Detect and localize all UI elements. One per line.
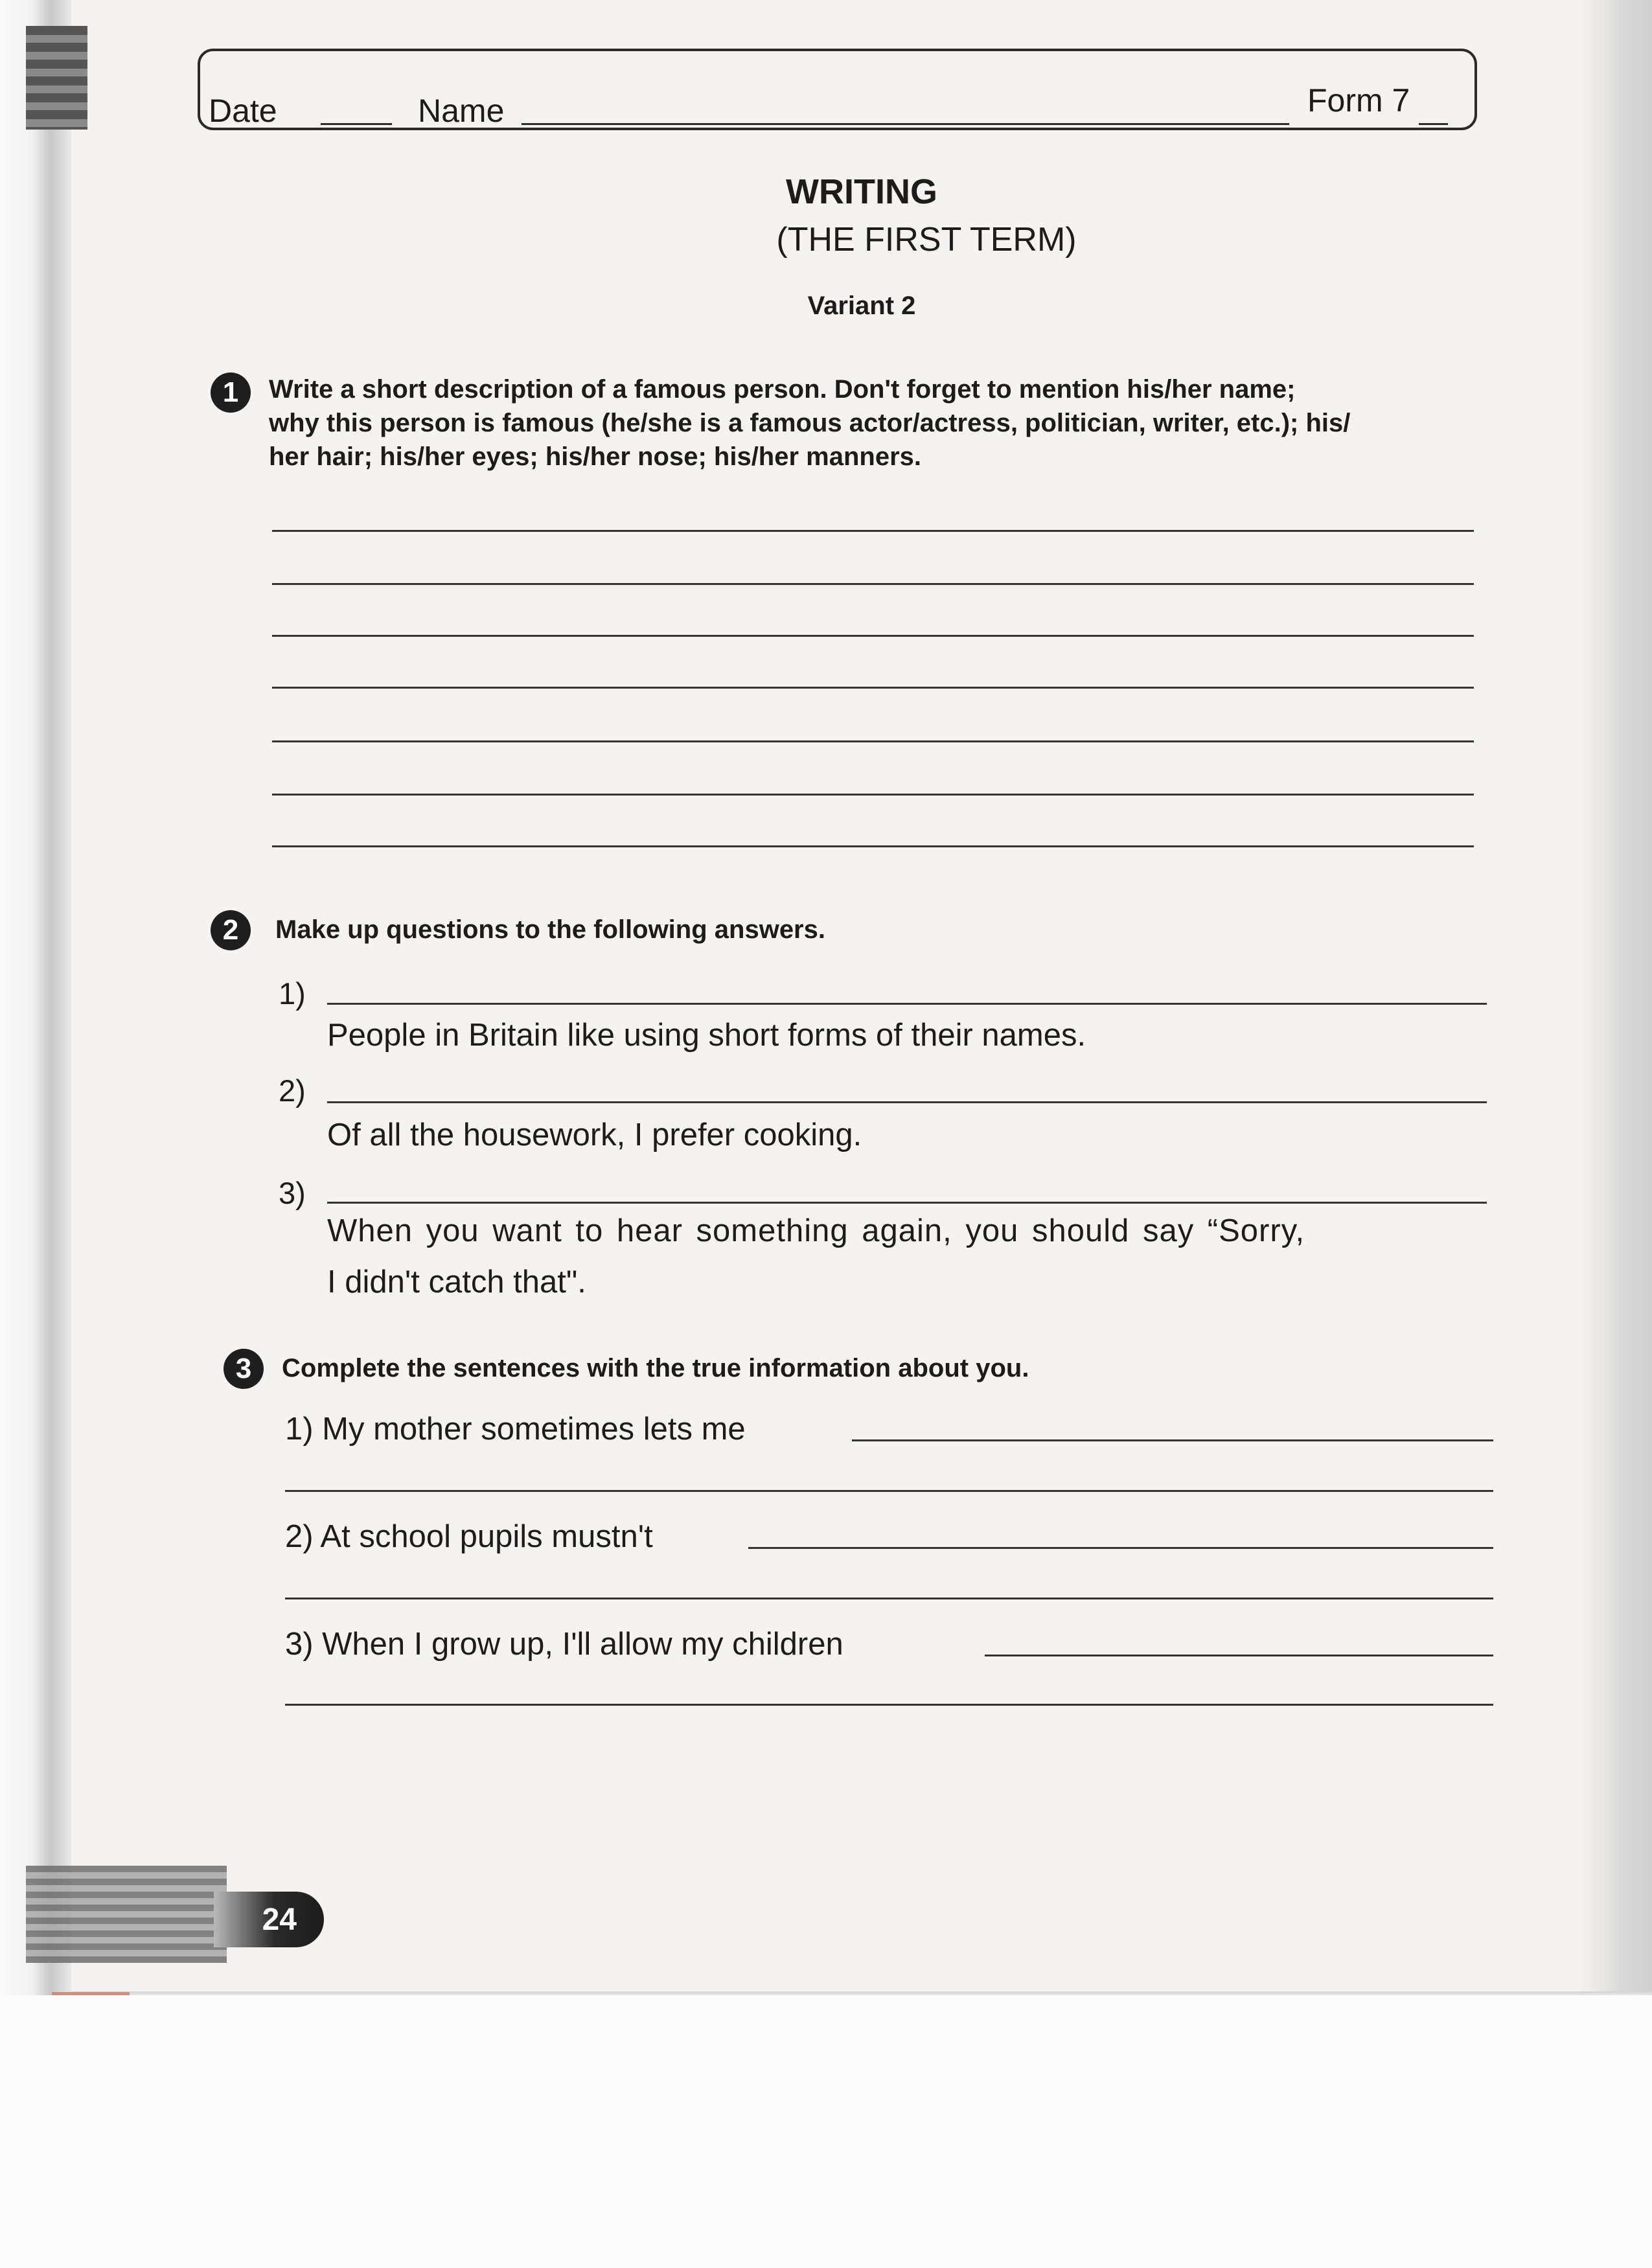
task1-instruction-line3: her hair; his/her eyes; his/her nose; his/her manners. <box>269 442 922 471</box>
form-field[interactable] <box>1419 123 1448 125</box>
task1-answer-line[interactable] <box>272 740 1474 742</box>
header-box <box>198 49 1477 130</box>
task1-instruction-line1: Write a short description of a famous person. Don't forget to mention his/her name; <box>269 375 1296 404</box>
page-title: WRITING <box>786 172 937 211</box>
task2-item1-question-line[interactable] <box>327 1003 1487 1005</box>
page-number: 24 <box>262 1903 297 1937</box>
task1-answer-line[interactable] <box>272 635 1474 637</box>
task2-instruction: Make up questions to the following answers. <box>275 915 825 944</box>
name-field[interactable] <box>522 123 1289 125</box>
binding-mark-top <box>26 26 87 130</box>
task1-answer-line[interactable] <box>272 530 1474 532</box>
task3-item1-answer-line[interactable] <box>852 1439 1493 1441</box>
task2-item1-answer: People in Britain like using short forms of their names. <box>327 1018 1086 1053</box>
task2-item2-number: 2) <box>279 1073 306 1108</box>
task3-item2-answer-line2[interactable] <box>285 1598 1493 1599</box>
task1-instruction-line2: why this person is famous (he/she is a famous actor/actress, politician, writer, etc.); his/ <box>269 409 1351 437</box>
page-number-badge <box>214 1892 324 1947</box>
name-label: Name <box>418 93 505 129</box>
task2-item3-number: 3) <box>279 1176 306 1210</box>
task2-number-badge: 2 <box>211 910 251 950</box>
task2-item1-number: 1) <box>279 976 306 1011</box>
task2-item3-question-line[interactable] <box>327 1202 1487 1204</box>
scanner-background <box>0 1995 1652 2268</box>
task3-item3-answer-line[interactable] <box>985 1655 1493 1656</box>
page-subtitle: (THE FIRST TERM) <box>776 221 1077 258</box>
date-label: Date <box>209 93 277 129</box>
task2-item3-answer-line1: When you want to hear something again, you should say “Sorry, <box>327 1213 1305 1248</box>
form-label: Form 7 <box>1307 82 1410 119</box>
task2-item3-answer-line2: I didn't catch that". <box>327 1265 586 1300</box>
task3-number-badge: 3 <box>224 1349 264 1389</box>
task3-item3-text: 3) When I grow up, I'll allow my children <box>285 1627 843 1662</box>
task3-item2-text: 2) At school pupils mustn't <box>285 1519 653 1554</box>
task1-answer-line[interactable] <box>272 687 1474 689</box>
task1-answer-line[interactable] <box>272 845 1474 847</box>
task3-item2-answer-line[interactable] <box>748 1547 1493 1549</box>
binding-mark-bottom <box>26 1866 227 1963</box>
task2-item2-answer: Of all the housework, I prefer cooking. <box>327 1117 862 1152</box>
variant-label: Variant 2 <box>807 292 916 320</box>
task3-item1-answer-line2[interactable] <box>285 1490 1493 1492</box>
date-field[interactable] <box>321 123 392 125</box>
task1-answer-line[interactable] <box>272 794 1474 796</box>
task3-item3-answer-line2[interactable] <box>285 1704 1493 1706</box>
task3-item1-text: 1) My mother sometimes lets me <box>285 1412 746 1447</box>
task3-instruction: Complete the sentences with the true information about you. <box>282 1354 1029 1382</box>
task2-item2-question-line[interactable] <box>327 1101 1487 1103</box>
task1-answer-line[interactable] <box>272 583 1474 585</box>
task1-number-badge: 1 <box>211 372 251 413</box>
